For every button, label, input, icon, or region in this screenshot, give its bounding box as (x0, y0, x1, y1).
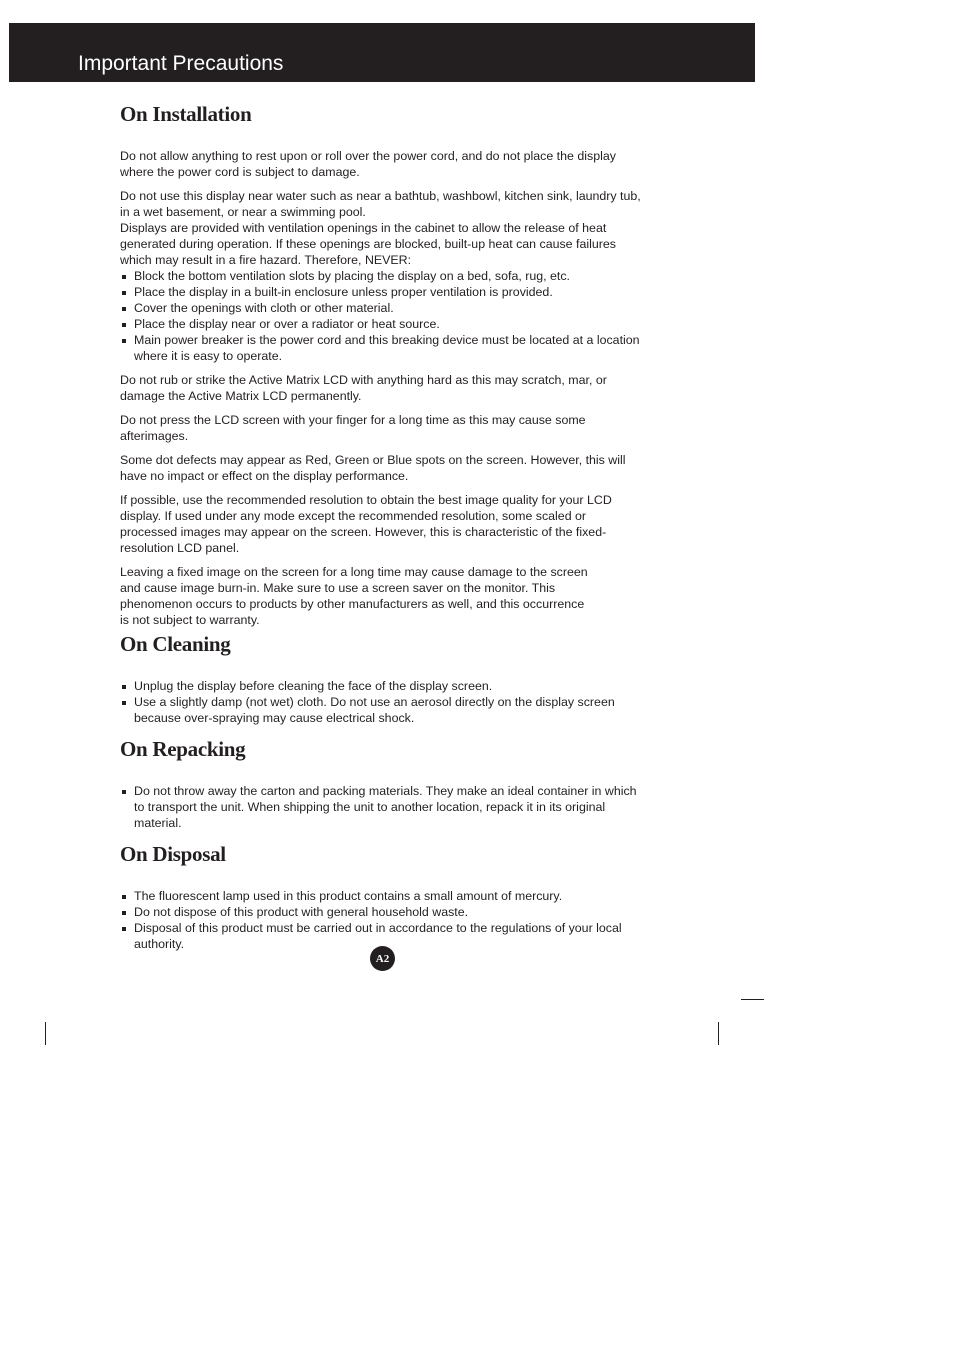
bullet-list (120, 268, 645, 364)
paragraph: Some dot defects may appear as Red, Green or Blue spots on the screen. However, this will have no impact or effect on the display performance. (120, 453, 626, 483)
crop-mark (45, 1022, 46, 1045)
main-content (120, 99, 645, 960)
paragraph: Do not rub or strike the Active Matrix LCD with anything hard as this may scratch, mar, or damage the Active Matrix LCD permanently. (120, 373, 607, 403)
header-bar (9, 23, 755, 82)
list-item: Cover the openings with cloth or other material. (120, 300, 645, 316)
section-heading-cleaning: On Cleaning (120, 632, 231, 656)
list-item: Do not throw away the carton and packing materials. They make an ideal container in which to transport the unit. When shipping the unit to another location, repack it in its original material. (120, 783, 645, 831)
paragraph: Do not use this display near water such as near a bathtub, washbowl, kitchen sink, laundry tub, in a wet basement, or near a swimming pool. (120, 189, 641, 219)
section-heading-installation: On Installation (120, 102, 252, 126)
paragraph: Do not press the LCD screen with your finger for a long time as this may cause some afterimages. (120, 413, 586, 443)
list-item: Use a slightly damp (not wet) cloth. Do not use an aerosol directly on the display screen because over-spraying may cause electrical shock. (120, 694, 645, 726)
list-item: Do not dispose of this product with general household waste. (120, 904, 645, 920)
list-item: The fluorescent lamp used in this product contains a small amount of mercury. (120, 888, 645, 904)
paragraph: Displays are provided with ventilation openings in the cabinet to allow the release of heat generated during operation. If these openings are blocked, built-up heat can cause failures which may result in a fire hazard. Therefore, NEVER: (120, 221, 616, 267)
list-item: Unplug the display before cleaning the face of the display screen. (120, 678, 645, 694)
crop-mark (718, 1022, 719, 1045)
section-repacking (120, 734, 645, 831)
section-installation (120, 99, 645, 628)
section-disposal (120, 839, 645, 952)
paragraph: Do not allow anything to rest upon or roll over the power cord, and do not place the display where the power cord is subject to damage. (120, 149, 616, 179)
paragraph: If possible, use the recommended resolution to obtain the best image quality for your LCD display. If used under any mode except the recommended resolution, some scaled or processed images may appear on the screen. However, this is characteristic of the fixed-resolution LCD panel. (120, 493, 612, 555)
crop-mark (741, 999, 764, 1000)
list-item: Main power breaker is the power cord and this breaking device must be located at a location where it is easy to operate. (120, 332, 645, 364)
list-item: Block the bottom ventilation slots by placing the display on a bed, sofa, rug, etc. (120, 268, 645, 284)
paragraph: Leaving a fixed image on the screen for a long time may cause damage to the screen and cause image burn-in. Make sure to use a screen saver on the monitor. This phenomenon occurs to products by other manufacturers as well, and this occurrence is not subject to warranty. (120, 565, 588, 627)
list-item: Disposal of this product must be carried out in accordance to the regulations of your local authority. (120, 920, 645, 952)
page-title: Important Precautions (78, 52, 284, 75)
page-number-badge: A2 (370, 946, 395, 971)
section-heading-disposal: On Disposal (120, 842, 226, 866)
bullet-list (120, 678, 645, 726)
bullet-list (120, 783, 645, 831)
section-heading-repacking: On Repacking (120, 737, 246, 761)
section-cleaning (120, 629, 645, 726)
list-item: Place the display near or over a radiator or heat source. (120, 316, 645, 332)
bullet-list (120, 888, 645, 952)
list-item: Place the display in a built-in enclosure unless proper ventilation is provided. (120, 284, 645, 300)
